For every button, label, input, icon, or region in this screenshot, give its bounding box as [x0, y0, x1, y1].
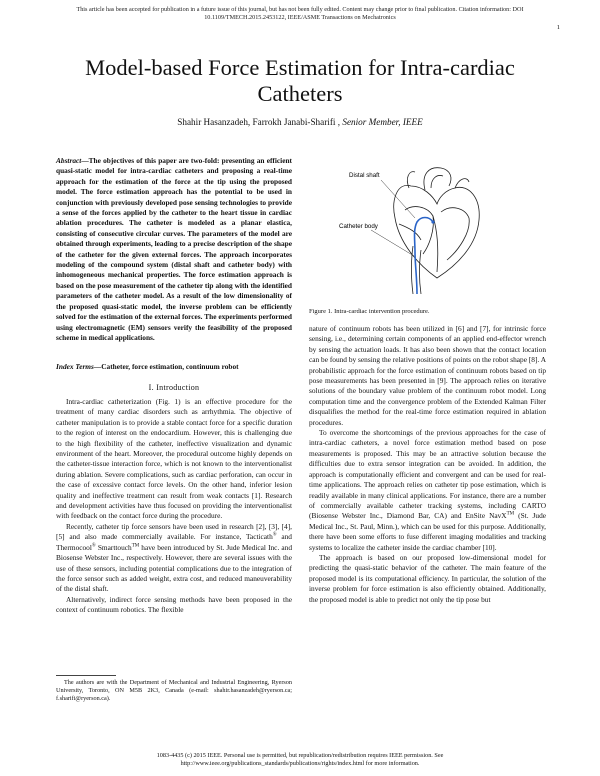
right-paragraph-2: [309, 428, 546, 553]
registered-mark: ®: [91, 543, 96, 549]
author-footnote: [56, 679, 292, 704]
right-column-body: [309, 324, 546, 605]
figure-1-caption: Figure 1. Intra-cardiac intervention procedure.: [309, 308, 430, 315]
intro-paragraph-3: Alternatively, indirect force sensing methods have been proposed in the context of continuum robotics. The flexible: [56, 594, 292, 615]
footnote-divider: [56, 675, 116, 676]
intro-p2-part-a: Recently, catheter tip force sensors have been used in research [2], [3], [4], [5] and also made commercially available. For instance, Tacticath: [56, 521, 292, 542]
intro-paragraph-1: Intra-cardiac catheterization (Fig. 1) is an effective procedure for the treatment of many cardiac disorders such as arrhythmia. The objective of catheter manipulation is to provide a stable contact force for a specific duration to the region of interest on the endocardium. However, this is challenging due to the high flexibility of the catheter, ineffective visualization and dynamic environment of the heart. Moreover, the procedural outcome highly depends on the catheter-tissue interaction force, which is not known to the interventionalist during ablation. Severe complications, such as cardiac perforation, can occur in the case of excessive contact force levels. On the other hand, inferior lesion quality and ineffective treatment can result from weak contacts [1]. Research and development activities have thus focused on providing the interventionalist with feedback on the contact force during the procedure.: [56, 397, 292, 521]
heart-catheter-illustration: [309, 160, 546, 300]
title-line-2: Catheters: [257, 81, 343, 106]
label-catheter-body: Catheter body: [339, 223, 378, 230]
index-terms: [56, 362, 292, 372]
intro-p2-part-c: Smarttouch: [95, 542, 132, 552]
abstract-label: Abstract: [56, 156, 82, 165]
author-membership: Senior Member, IEEE: [342, 117, 423, 127]
figure-1: [309, 160, 546, 300]
paper-title: [40, 55, 560, 107]
title-line-1: Model-based Force Estimation for Intra-cardiac: [85, 55, 515, 80]
page-number: 1: [556, 24, 560, 31]
registered-mark: ®: [272, 532, 277, 538]
right-paragraph-1: nature of continuum robots has been utilized in [6] and [7], for intrinsic force sensing, i.e., determining certain components of an applied end-effector wrench by sensing the actuation loads. It has also been shown that the contact location can be found by sensing the relative positions of points on the robot shape [8]. A probabilistic approach for the force estimation of continuum robots based on tip pose measurements has been presented in [9]. The approach relies on iterative solutions of the boundary value problem of the continuum robot model. Long computation time and the convergence problem of the Extended Kalman Filter disqualifies the method for the real-time force estimation required in ablation procedures.: [309, 324, 546, 427]
right-p2-part-b: (St. Jude Medical Inc., St. Paul, Minn.), which can be used for this purpose. Additionally, there have been some efforts to fuse different imaging modalities and tracking systems to localize the catheter inside the cardiac chamber [10].: [309, 511, 546, 552]
introduction-body: [56, 397, 292, 616]
author-line: [40, 117, 560, 127]
index-terms-text: —Catheter, force estimation, continuum robot: [93, 362, 239, 371]
footer-line-1: 1083-4435 (c) 2015 IEEE. Personal use is permitted, but republication/redistribution requires IEEE permission. See: [156, 752, 444, 759]
intro-p2-part-b: and Thermocool: [56, 532, 292, 552]
abstract: [56, 156, 292, 343]
notice-line-1: This article has been accepted for publication in a future issue of this journal, but has not been fully edited. Content may change prior to final publication. Citation information: DOI: [76, 6, 524, 13]
right-p2-part-a: To overcome the shortcomings of the previous approaches for the case of intra-cardiac catheters, a novel force estimation method based on pose measurements is proposed. This may be an attractive solution because the difficulties due to extra sensor integration can be avoided. In addition, the approach is computationally efficient and convergent and can be used for real-time applications. The approach relies on catheter tip pose estimation, which is readily available in many clinical applications. For instance, there are a number of commercially available catheter tracking systems, including CARTO (Biosense Webster Inc., Diamond Bar, CA) and EnSite NavX: [309, 428, 546, 521]
abstract-text: —The objectives of this paper are two-fold: presenting an efficient quasi-static model for intra-cardiac catheters and proposing a real-time approach for the estimation of the force at the tip using the proposed model. The force estimation approach has the potential to be used in conjunction with previously developed pose sensing technologies to provide a sense of the forces applied by the catheter to the heart tissue in cardiac ablation procedures. The catheter is modeled as a planar elastica, consisting of consecutive circular curves. The parameters of the model are obtained through experiments, leading to a precise description of the shape of the catheter for the given external forces. The approach incorporates modeling of the compound system (distal shaft and catheter body) with inhomogeneous mechanical properties. The force estimation approach is based on the pose measurement of the catheter tip along with the identified parameters of the catheter model. As a result of the low dimensionality of the proposed quasi-static model, the inverse problem can be efficiently solved for the estimation of the external forces. The experiments performed using electromagnetic (EM) sensors verify the feasibility of the proposed scheme in medical applications.: [56, 156, 292, 342]
index-terms-label: Index Terms: [56, 362, 94, 371]
footnote-text: The authors are with the Department of Mechanical and Industrial Engineering, Ryerson University, Toronto, ON M5B 2K3, Canada (e-mail: shahir.hasanzadeh@ryerson.ca; f.sharifi@ryerson.ca).: [56, 679, 292, 703]
author-names: Shahir Hasanzadeh, Farrokh Janabi-Sharifi ,: [177, 117, 341, 127]
notice-line-2: 10.1109/TMECH.2015.2453122, IEEE/ASME Transactions on Mechatronics: [204, 14, 396, 21]
trademark-mark: TM: [131, 543, 140, 549]
footer-line-2: http://www.ieee.org/publications_standards/publications/rights/index.html for more information.: [180, 760, 420, 767]
intro-p2-part-d: have been introduced by St. Jude Medical Inc. and Biosense Webster Inc., respectively. However, there are several issues with the use of these sensors, including potential complications due to the integration of the force sensor such as added weight, extra cost, and reduced maneuverability of the distal shaft.: [56, 542, 293, 594]
section-heading-introduction: I. Introduction: [148, 383, 200, 392]
copyright-footer: [40, 752, 560, 768]
intro-paragraph-2: [56, 522, 292, 595]
label-distal-shaft: Distal shaft: [349, 172, 380, 179]
publication-notice: [40, 6, 560, 22]
right-paragraph-3: The approach is based on our proposed low-dimensional model for predicting the quasi-static behavior of the catheter. The main feature of the proposed model is its computational efficiency. In particular, the solution of the inverse problem for force estimation is also efficiently obtained. Additionally, the proposed model is able to predict not only the tip pose but: [309, 552, 546, 604]
trademark-mark: TM: [506, 511, 515, 517]
